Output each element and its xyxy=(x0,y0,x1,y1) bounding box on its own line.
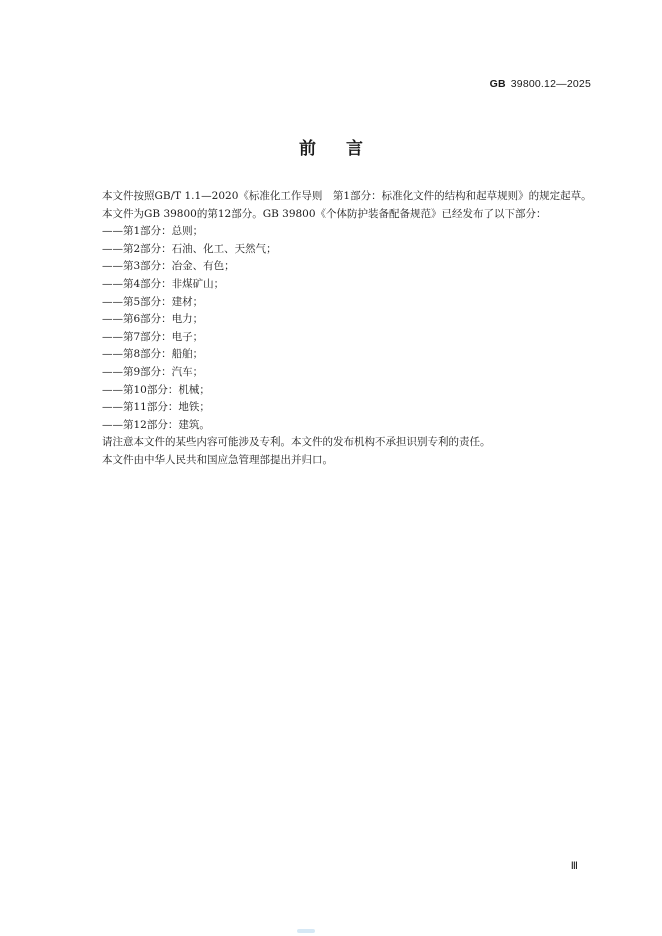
list-item: ——第12部分：建筑。 xyxy=(102,418,210,431)
parts-list xyxy=(81,223,592,434)
list-item: ——第7部分：电子； xyxy=(102,330,204,343)
list-item: ——第10部分：机械； xyxy=(102,383,210,396)
paragraph-drafting-rules: 本文件按照GB/T 1.1—2020《标准化工作导则 第1部分：标准化文件的结构和起草规则》的规定起草。 xyxy=(102,190,592,202)
list-item: ——第6部分：电力； xyxy=(102,313,204,326)
paragraph-proposer: 本文件由中华人民共和国应急管理部提出并归口。 xyxy=(102,453,333,466)
list-item: ——第5部分：建材； xyxy=(102,295,204,308)
standard-code-header xyxy=(490,78,591,90)
list-item: ——第4部分：非煤矿山； xyxy=(102,277,225,290)
page-number: Ⅲ xyxy=(570,861,578,872)
paragraph-patent-notice: 请注意本文件的某些内容可能涉及专利。本文件的发布机构不承担识别专利的责任。 xyxy=(102,436,491,449)
foreword-body xyxy=(81,188,592,470)
list-item: ——第2部分：石油、化工、天然气； xyxy=(102,242,277,255)
list-item: ——第11部分：地铁； xyxy=(102,401,210,414)
list-item: ——第1部分：总则； xyxy=(102,225,204,238)
list-item: ——第8部分：船舶； xyxy=(102,348,204,361)
list-item: ——第3部分：冶金、有色； xyxy=(102,260,235,273)
scan-artifact xyxy=(297,929,315,933)
paragraph-part-intro: 本文件为GB 39800的第12部分。GB 39800《个体防护装备配备规范》已经发布了以下部分： xyxy=(102,207,547,220)
standard-number: 39800.12—2025 xyxy=(510,78,591,90)
list-item: ——第9部分：汽车； xyxy=(102,365,204,378)
page-title: 前言 xyxy=(299,139,393,159)
standard-prefix: GB xyxy=(489,78,506,90)
